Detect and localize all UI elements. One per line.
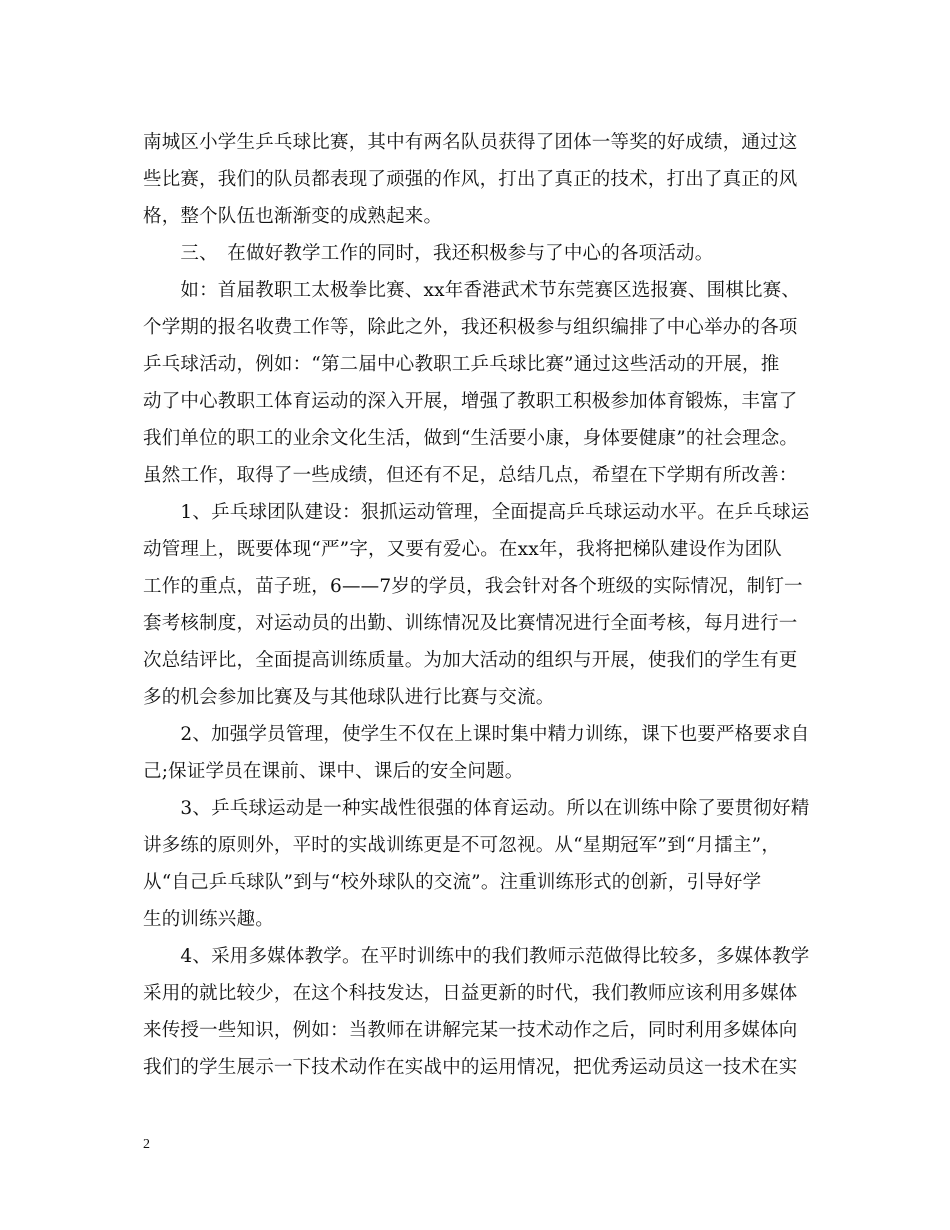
text-line: 套考核制度，对运动员的出勤、训练情况及比赛情况进行全面考核，每月进行一	[143, 613, 798, 634]
text-line: 次总结评比，全面提高训练质量。为加大活动的组织与开展，使我们的学生有更	[143, 650, 798, 671]
text-line: 南城区小学生乒乓球比赛，其中有两名队员获得了团体一等奖的好成绩，通过这	[143, 132, 798, 153]
text-line: 我们单位的职工的业余文化生活，做到“生活要小康，身体要健康”的社会理念。	[143, 428, 799, 449]
page-number: 2	[143, 1137, 150, 1152]
text-line: 1、乒乓球团队建设：狠抓运动管理，全面提高乒乓球运动水平。在乒乓球运	[143, 502, 810, 523]
text-line: 2、加强学员管理，使学生不仅在上课时集中精力训练，课下也要严格要求自	[143, 724, 810, 745]
text-line: 动了中心教职工体育运动的深入开展，增强了教职工积极参加体育锻炼，丰富了	[143, 391, 798, 412]
text-line: 乒乓球活动，例如：“第二届中心教职工乒乓球比赛”通过这些活动的开展，推	[143, 354, 780, 375]
text-line: 虽然工作，取得了一些成绩，但还有不足，总结几点，希望在下学期有所改善：	[143, 465, 798, 486]
text-line: 己;保证学员在课前、课中、课后的安全问题。	[143, 761, 524, 782]
text-line: 格，整个队伍也渐渐变的成熟起来。	[143, 206, 443, 227]
text-line: 从“自己乒乓球队”到与“校外球队的交流”。注重训练形式的创新，引导好学	[143, 872, 762, 893]
text-line: 工作的重点，苗子班，6——7岁的学员，我会针对各个班级的实际情况，制钉一	[143, 576, 803, 597]
text-line: 如：首届教职工太极拳比赛、xx年香港武术节东莞赛区选报赛、围棋比赛、	[143, 280, 801, 301]
text-line: 三、 在做好教学工作的同时，我还积极参与了中心的各项活动。	[143, 243, 714, 264]
text-line: 4、采用多媒体教学。在平时训练中的我们教师示范做得比较多，多媒体教学	[143, 946, 810, 967]
text-line: 多的机会参加比赛及与其他球队进行比赛与交流。	[143, 687, 555, 708]
text-line: 来传授一些知识，例如：当教师在讲解完某一技术动作之后，同时利用多媒体向	[143, 1020, 798, 1041]
text-line: 3、乒乓球运动是一种实战性很强的体育运动。所以在训练中除了要贯彻好精	[143, 798, 810, 819]
text-line: 动管理上，既要体现“严”字，又要有爱心。在xx年，我将把梯队建设作为团队	[143, 539, 782, 560]
text-line: 个学期的报名收费工作等，除此之外，我还积极参与组织编排了中心举办的各项	[143, 317, 798, 338]
text-line: 些比赛，我们的队员都表现了顽强的作风，打出了真正的技术，打出了真正的风	[143, 169, 798, 190]
text-line: 讲多练的原则外，平时的实战训练更是不可忽视。从“星期冠军”到“月擂主”，	[143, 835, 781, 856]
text-line: 我们的学生展示一下技术动作在实战中的运用情况，把优秀运动员这一技术在实	[143, 1057, 798, 1078]
text-line: 采用的就比较少，在这个科技发达，日益更新的时代，我们教师应该利用多媒体	[143, 983, 798, 1004]
text-line: 生的训练兴趣。	[143, 909, 274, 930]
